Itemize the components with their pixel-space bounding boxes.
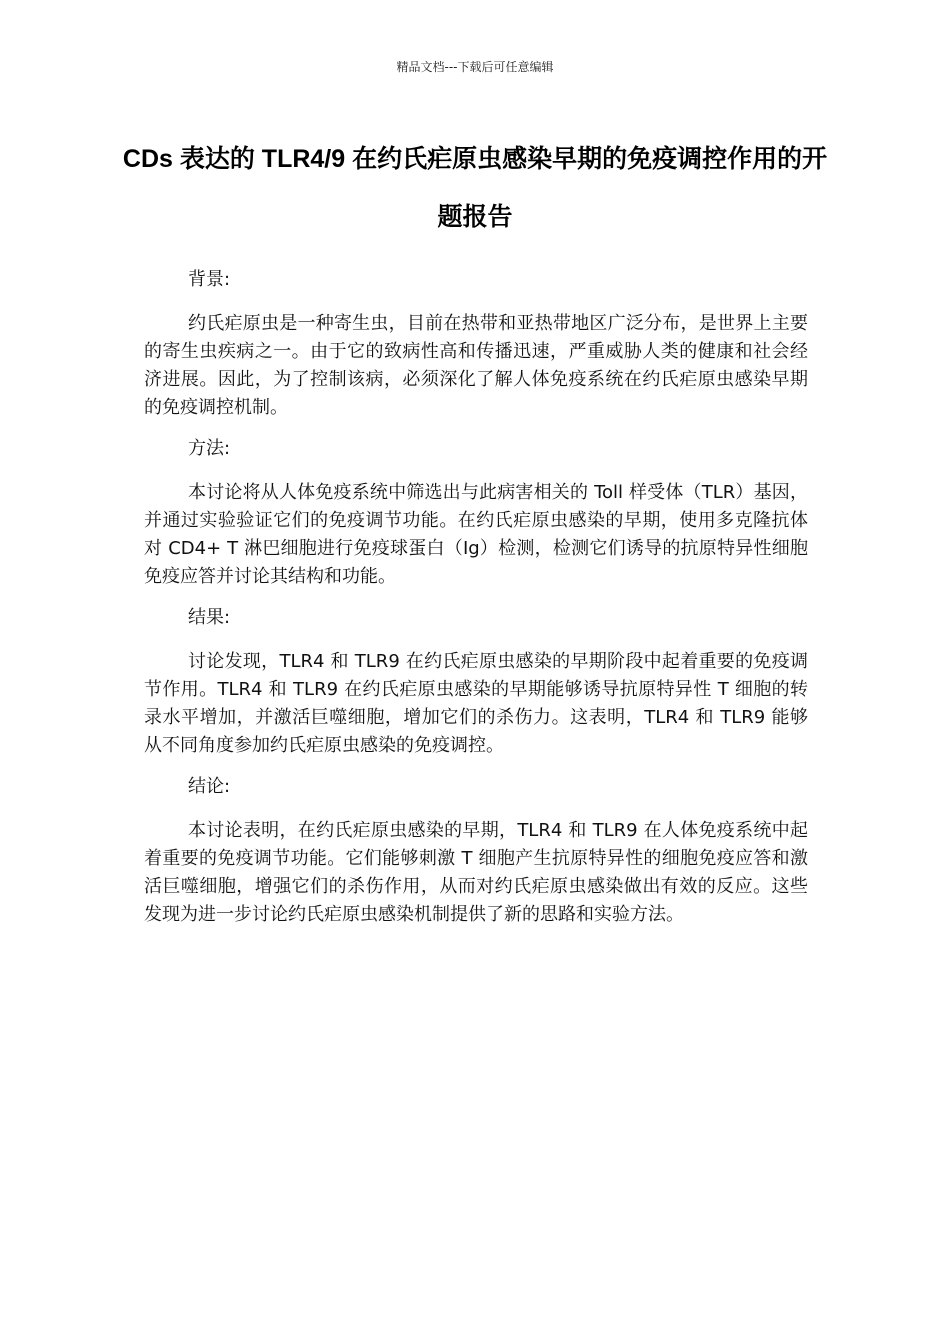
- section-text-background: 约氏疟原虫是一种寄生虫，目前在热带和亚热带地区广泛分布，是世界上主要的寄生虫疾病之一。由于它的致病性高和传播迅速，严重威胁人类的健康和社会经济进展。因此，为了控制该病，必须深化了解人体免疫系统在约氏疟原虫感染早期的免疫调控机制。: [144, 313, 808, 418]
- document-body: [144, 266, 808, 942]
- section-heading-results: 结果:: [188, 607, 231, 628]
- section-text-methods: 本讨论将从人体免疫系统中筛选出与此病害相关的 Toll 样受体（TLR）基因，并通过实验验证它们的免疫调节功能。在约氏疟原虫感染的早期，使用多克隆抗体对 CD4+ T 淋巴细胞进行免疫球蛋白（Ig）检测，检测它们诱导的抗原特异性细胞免疫应答并讨论其结构和功能。: [144, 482, 808, 587]
- section-heading-methods: 方法:: [188, 438, 231, 459]
- section-text-conclusion: 本讨论表明，在约氏疟原虫感染的早期，TLR4 和 TLR9 在人体免疫系统中起着重要的免疫调节功能。它们能够刺激 T 细胞产生抗原特异性的细胞免疫应答和激活巨噬细胞，增强它们的杀伤作用，从而对约氏疟原虫感染做出有效的反应。这些发现为进一步讨论约氏疟原虫感染机制提供了新的思路和实验方法。: [144, 820, 808, 925]
- section-heading-background: 背景:: [188, 269, 231, 290]
- section-text-results: 讨论发现，TLR4 和 TLR9 在约氏疟原虫感染的早期阶段中起着重要的免疫调节作用。TLR4 和 TLR9 在约氏疟原虫感染的早期能够诱导抗原特异性 T 细胞的转录水平增加，并激活巨噬细胞，增加它们的杀伤力。这表明，TLR4 和 TLR9 能够从不同角度参加约氏疟原虫感染的免疫调控。: [144, 651, 808, 756]
- section-heading-conclusion: 结论:: [188, 776, 231, 797]
- document-title: CDs 表达的 TLR4/9 在约氏疟原虫感染早期的免疫调控作用的开题报告: [122, 145, 828, 231]
- header-note: 精品文档---下载后可任意编辑: [396, 60, 554, 74]
